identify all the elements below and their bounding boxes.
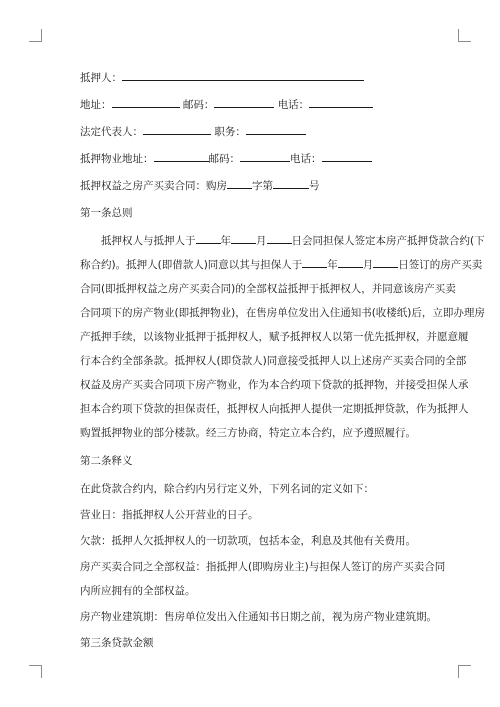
phone-blank[interactable] [309,94,373,108]
crop-mark-top-left [29,29,42,42]
definition-business-day [80,503,430,527]
mortgagor-line [80,66,430,90]
crop-mark-top-right [458,29,471,42]
text-segment: 月 [362,259,374,271]
position-label: 职务： [214,126,246,138]
crop-mark-bottom-left [29,665,42,678]
definition-construction-period [80,605,437,629]
article1-line-2 [80,253,483,277]
postcode-label: 邮码： [182,99,215,111]
text-segment: 称合约)。抵押人(即借款人)同意以其与担保人于 [80,259,303,271]
article1-line-3: 合同(即抵押权益之房产买卖合同)的全部权益抵押于抵押权人，并同意该房产买卖 [80,283,456,295]
property-address-blank[interactable] [154,148,209,162]
article1-title: 第一条总则 [80,207,133,219]
property-phone-label: 电话： [290,153,322,165]
legal-rep-label: 法定代表人： [80,126,143,138]
contract-mid: 字第 [252,180,273,192]
definition-contract-rights [80,555,446,603]
article1-paragraph [80,229,485,445]
document-body [80,66,485,659]
property-address-label: 抵押物业地址： [80,153,154,165]
address-blank[interactable] [112,94,180,108]
rights-line-2: 内所应拥有的全部权益。 [80,585,196,597]
article1-line-9: 购置抵押物业的部分楼款。经三方协商，特定立本合约，应予遵照履行。 [80,427,416,439]
mortgagor-blank[interactable] [122,67,364,81]
article3-title: 第三条贷款金额 [80,637,154,649]
property-postcode-label: 邮码： [208,153,240,165]
address-label: 地址： [80,99,112,111]
article1-line-1 [80,229,485,253]
arrears-line: 欠款：抵押人欠抵押权人的一切款项，包括本金，利息及其他有关费用。 [80,535,416,547]
text-segment: 月 [256,235,267,247]
property-address-line [80,147,430,171]
contract-prefix: 抵押权益之房产买卖合同：购房 [80,180,227,192]
legal-rep-blank[interactable] [143,121,211,135]
article2-intro [80,477,430,501]
rights-line-1: 房产买卖合同之全部权益：指抵押人(即购房业主)与担保人签订的房产买卖合同 [80,561,446,573]
mortgagor-label: 抵押人： [80,72,122,84]
construction-period-line: 房产物业建筑期：售房单位发出入住通知书日期之前，视为房产物业建筑期。 [80,611,437,623]
article1-line-4: 合同项下的房产物业(即抵押物业)，在售房单位发出入住通知书(收楼纸)后，立即办理房 [80,307,485,319]
property-phone-blank[interactable] [322,148,372,162]
contract-type-blank[interactable] [227,175,252,189]
position-blank[interactable] [246,121,306,135]
property-postcode-blank[interactable] [240,148,290,162]
text-segment: 年 [327,259,338,271]
day-blank[interactable] [267,230,292,244]
phone-label: 电话： [277,99,310,111]
article1-line-7: 权益及房产买卖合同项下房产物业，作为本合约项下贷款的抵押物，并接受担保人承 [80,379,469,391]
article2-intro-line: 在此贷款合约内，除合约内另行定义外，下列名词的定义如下： [80,483,374,495]
text-segment: 日会同担保人签定本房产抵押贷款合约(下 [291,235,485,247]
business-day-line: 营业日：指抵押权人公开营业的日子。 [80,509,259,521]
postcode-blank[interactable] [214,94,274,108]
address-line [80,93,430,117]
year-blank[interactable] [302,254,327,268]
month-blank[interactable] [338,254,363,268]
article1-line-5: 产抵押手续，以该物业抵押于抵押权人，赋予抵押权人以第一优先抵押权，并愿意履 [80,331,469,343]
text-segment: 年 [220,235,231,247]
day-blank[interactable] [373,254,398,268]
contract-number-blank[interactable] [273,175,309,189]
article2-title: 第二条释义 [80,455,133,467]
year-blank[interactable] [196,230,221,244]
article1-line-6: 行本合约全部条款。抵押权人(即贷款人)同意接受抵押人以上述房产买卖合同的全部 [80,355,467,367]
crop-mark-bottom-right [458,665,471,678]
contract-suffix: 号 [309,180,320,192]
text-segment: 抵押权人与抵押人于 [101,235,196,247]
article1-line-8: 担本合约项下贷款的担保责任，抵押权人向抵押人提供一定期抵押贷款，作为抵押人 [80,403,469,415]
contract-line [80,174,430,198]
legal-rep-line [80,120,430,144]
definition-arrears [80,529,430,553]
month-blank[interactable] [231,230,256,244]
text-segment: 日签订的房产买卖 [398,259,483,271]
